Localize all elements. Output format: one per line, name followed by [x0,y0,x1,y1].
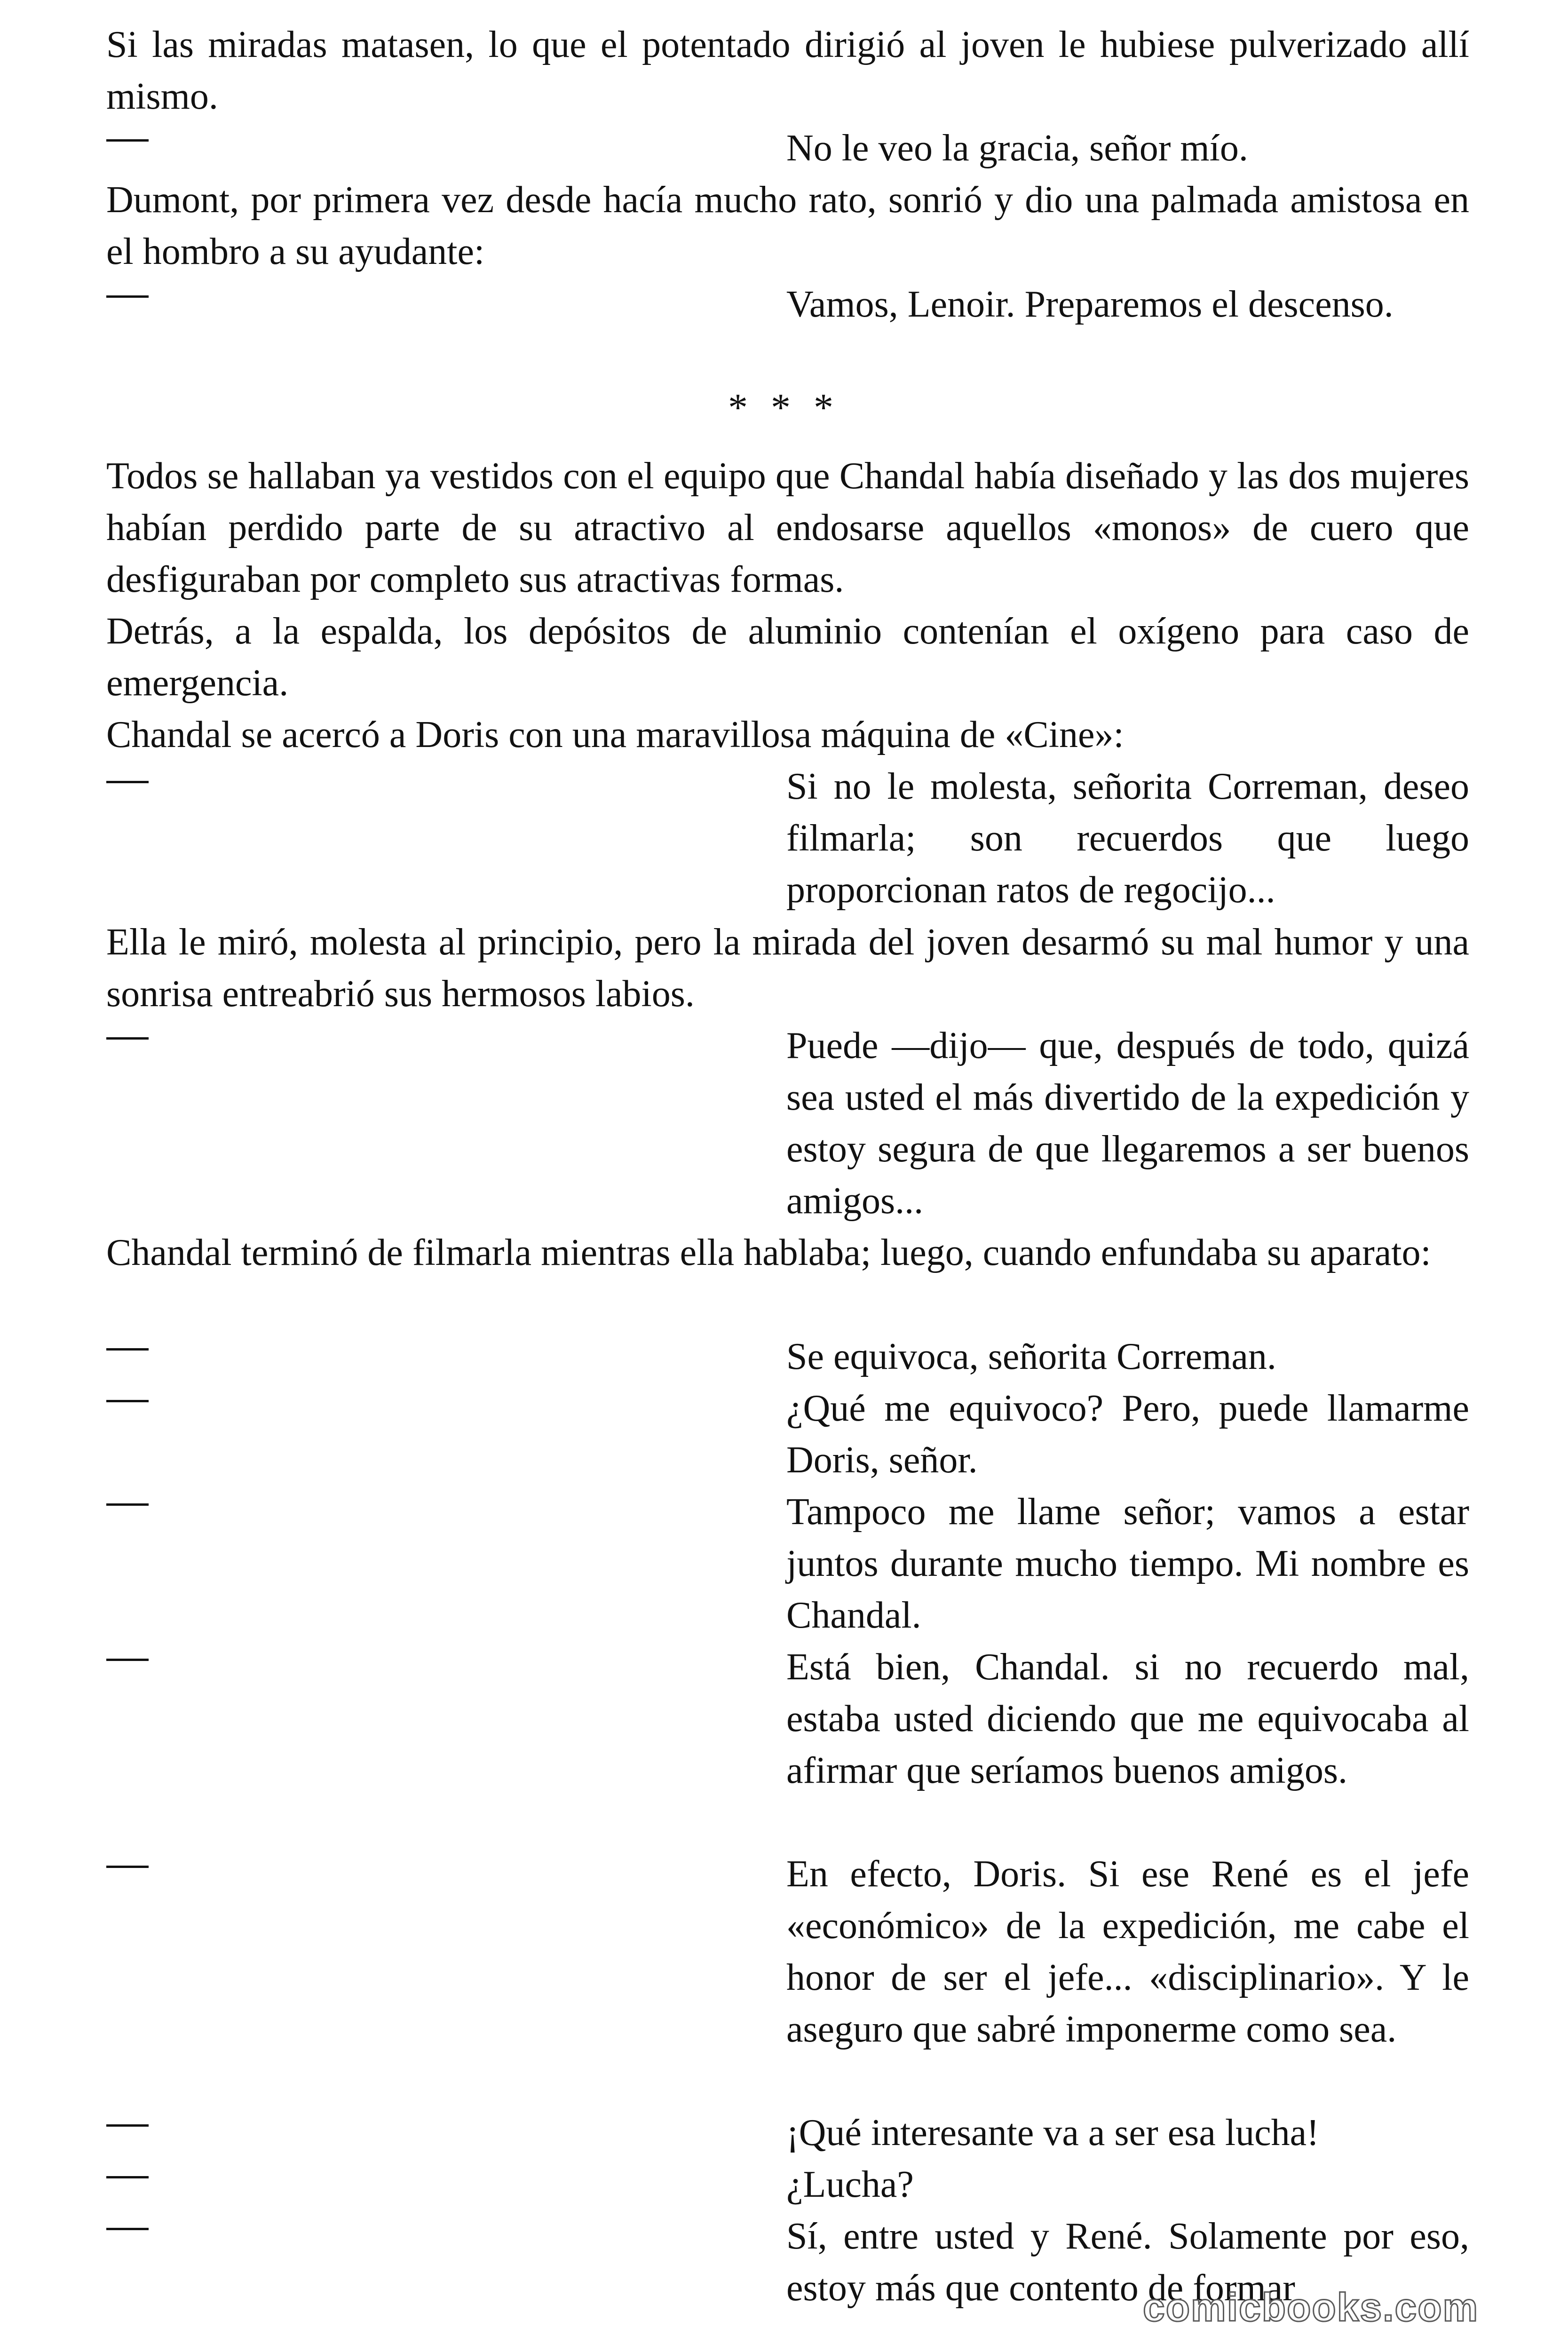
paragraph-2: Dumont, por primera vez desde hacía mucho rato, sonrió y dio una palmada amistosa en el hombro a su ayudante: [106,179,1469,272]
dialogue-8: Está bien, Chandal. si no recuerdo mal, estaba usted diciendo que me equivocaba al afirmar que seríamos buenos amigos. [786,1646,1469,1791]
dialogue-dash-2 [106,295,149,298]
dialogue-dash-7 [106,1503,149,1506]
paragraph-3: Todos se hallaban ya vestidos con el equipo que Chandal había diseñado y las dos mujeres habían perdido parte de su atractivo al endosarse aquellos «monos» de cuero que desfiguraban por completo sus atractivas formas. [106,455,1469,600]
dialogue-dash-12 [106,2228,149,2230]
paragraph-1: Si las miradas matasen, lo que el potentado dirigió al joven le hubiese pulverizado allí mismo. [106,24,1469,117]
dialogue-dash-10 [106,2124,149,2127]
paragraph-4: Detrás, a la espalda, los depósitos de aluminio contenían el oxígeno para caso de emergencia. [106,611,1469,704]
dialogue-dash-5 [106,1348,149,1351]
dialogue-dash-9 [106,1866,149,1868]
dialogue-3: Si no le molesta, señorita Correman, deseo filmarla; son recuerdos que luego proporcionan ratos de regocijo... [786,766,1469,911]
dialogue-dash-1 [106,139,149,142]
dialogue-1: No le veo la gracia, señor mío. [786,127,1248,169]
dialogue-5: Se equivoca, señorita Correman. [786,1336,1276,1377]
dialogue-2: Vamos, Lenoir. Preparemos el descenso. [786,284,1394,325]
dialogue-6: ¿Qué me equivoco? Pero, puede llamarme Doris, señor. [786,1388,1469,1481]
dialogue-dash-3 [106,781,149,783]
dialogue-dash-4 [106,1037,149,1040]
paragraph-7: Chandal terminó de filmarla mientras ella hablaba; luego, cuando enfundaba su aparato: [106,1232,1431,1273]
dialogue-dash-11 [106,2176,149,2178]
watermark-text: comicbooks.com [1143,2285,1479,2329]
watermark [1143,2281,1547,2333]
dialogue-7: Tampoco me llame señor; vamos a estar juntos durante mucho tiempo. Mi nombre es Chandal. [786,1491,1469,1636]
dialogue-dash-6 [106,1400,149,1402]
dialogue-11: ¿Lucha? [786,2164,914,2205]
paragraph-6: Ella le miró, molesta al principio, pero la mirada del joven desarmó su mal humor y una sonrisa entreabrió sus hermosos labios. [106,922,1469,1015]
dialogue-4: Puede —dijo— que, después de todo, quizá sea usted el más divertido de la expedición y estoy segura de que llegaremos a ser buenos amigos... [786,1025,1469,1222]
dialogue-12: Sí, entre usted y René. Solamente por eso, estoy más que contento de formar [786,2216,1469,2309]
dialogue-dash-8 [106,1659,149,1661]
section-separator: * * * [728,386,840,429]
dialogue-9: En efecto, Doris. Si ese René es el jefe «económico» de la expedición, me cabe el honor de ser el jefe... «disciplinario». Y le aseguro que sabré imponerme como sea. [786,1853,1469,2050]
paragraph-5: Chandal se acercó a Doris con una maravillosa máquina de «Cine»: [106,714,1124,755]
dialogue-10: ¡Qué interesante va a ser esa lucha! [786,2112,1319,2153]
